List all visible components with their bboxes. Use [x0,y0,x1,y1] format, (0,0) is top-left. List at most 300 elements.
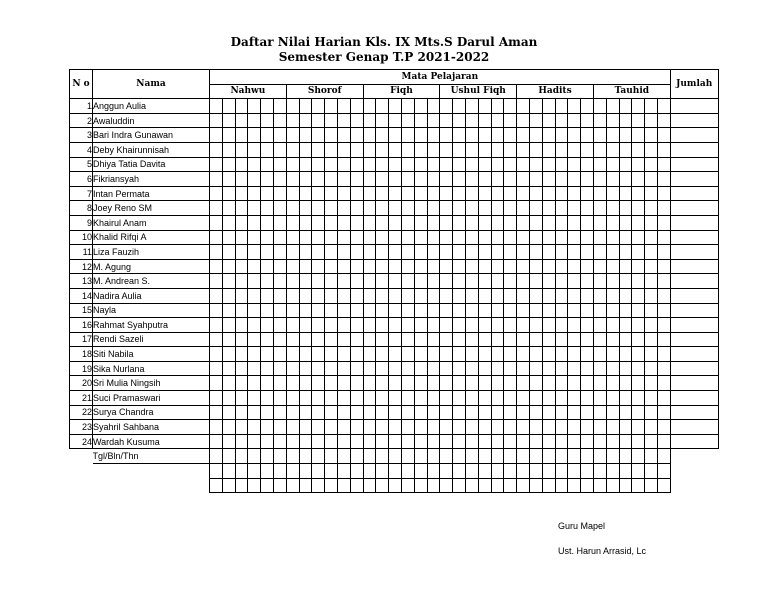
date-cell[interactable] [376,449,389,464]
date-cell[interactable] [273,449,286,464]
grade-cell[interactable] [632,113,645,128]
grade-cell[interactable] [517,405,530,420]
grade-cell[interactable] [401,259,414,274]
grade-cell[interactable] [389,186,402,201]
grade-cell[interactable] [478,201,491,216]
grade-cell[interactable] [414,230,427,245]
grade-cell[interactable] [350,332,363,347]
grade-cell[interactable] [273,303,286,318]
grade-cell[interactable] [517,376,530,391]
grade-cell[interactable] [261,332,274,347]
date-cell[interactable] [529,478,542,493]
grade-cell[interactable] [210,303,223,318]
grade-cell[interactable] [401,347,414,362]
grade-cell[interactable] [299,434,312,449]
grade-cell[interactable] [568,332,581,347]
grade-cell[interactable] [645,405,658,420]
grade-cell[interactable] [401,99,414,114]
jumlah-cell[interactable] [670,142,718,157]
date-cell[interactable] [273,478,286,493]
grade-cell[interactable] [299,142,312,157]
grade-cell[interactable] [337,405,350,420]
grade-cell[interactable] [491,303,504,318]
grade-cell[interactable] [645,347,658,362]
grade-cell[interactable] [542,259,555,274]
grade-cell[interactable] [440,347,453,362]
grade-cell[interactable] [312,186,325,201]
grade-cell[interactable] [261,142,274,157]
grade-cell[interactable] [440,434,453,449]
grade-cell[interactable] [389,215,402,230]
grade-cell[interactable] [632,274,645,289]
grade-cell[interactable] [542,405,555,420]
grade-cell[interactable] [529,318,542,333]
date-cell[interactable] [491,464,504,479]
jumlah-cell[interactable] [670,434,718,449]
grade-cell[interactable] [299,113,312,128]
grade-cell[interactable] [619,274,632,289]
grade-cell[interactable] [645,361,658,376]
grade-cell[interactable] [440,376,453,391]
grade-cell[interactable] [453,215,466,230]
grade-cell[interactable] [517,215,530,230]
grade-cell[interactable] [210,201,223,216]
date-cell[interactable] [363,464,376,479]
grade-cell[interactable] [414,361,427,376]
grade-cell[interactable] [555,361,568,376]
grade-cell[interactable] [465,201,478,216]
grade-cell[interactable] [414,288,427,303]
date-cell[interactable] [593,449,606,464]
grade-cell[interactable] [529,420,542,435]
grade-cell[interactable] [465,391,478,406]
grade-cell[interactable] [657,361,670,376]
grade-cell[interactable] [581,288,594,303]
grade-cell[interactable] [581,434,594,449]
grade-cell[interactable] [261,361,274,376]
grade-cell[interactable] [593,434,606,449]
date-cell[interactable] [325,449,338,464]
grade-cell[interactable] [542,113,555,128]
date-cell[interactable] [465,464,478,479]
date-cell[interactable] [645,449,658,464]
grade-cell[interactable] [657,172,670,187]
grade-cell[interactable] [542,142,555,157]
grade-cell[interactable] [542,288,555,303]
grade-cell[interactable] [491,405,504,420]
date-cell[interactable] [504,478,517,493]
jumlah-cell[interactable] [670,376,718,391]
grade-cell[interactable] [504,434,517,449]
date-cell[interactable] [606,478,619,493]
grade-cell[interactable] [337,361,350,376]
grade-cell[interactable] [389,376,402,391]
grade-cell[interactable] [363,259,376,274]
grade-cell[interactable] [299,245,312,260]
grade-cell[interactable] [619,405,632,420]
grade-cell[interactable] [427,245,440,260]
grade-cell[interactable] [529,142,542,157]
grade-cell[interactable] [376,172,389,187]
grade-cell[interactable] [645,157,658,172]
grade-cell[interactable] [389,420,402,435]
grade-cell[interactable] [261,186,274,201]
jumlah-cell[interactable] [670,186,718,201]
grade-cell[interactable] [504,259,517,274]
grade-cell[interactable] [581,376,594,391]
grade-cell[interactable] [504,332,517,347]
grade-cell[interactable] [273,259,286,274]
date-cell[interactable] [657,478,670,493]
grade-cell[interactable] [273,420,286,435]
grade-cell[interactable] [261,113,274,128]
grade-cell[interactable] [465,142,478,157]
grade-cell[interactable] [632,288,645,303]
grade-cell[interactable] [325,113,338,128]
grade-cell[interactable] [504,142,517,157]
grade-cell[interactable] [261,274,274,289]
grade-cell[interactable] [606,230,619,245]
grade-cell[interactable] [453,157,466,172]
grade-cell[interactable] [555,157,568,172]
grade-cell[interactable] [581,347,594,362]
grade-cell[interactable] [286,172,299,187]
grade-cell[interactable] [350,186,363,201]
grade-cell[interactable] [529,245,542,260]
date-cell[interactable] [286,449,299,464]
date-cell[interactable] [542,464,555,479]
grade-cell[interactable] [389,318,402,333]
date-cell[interactable] [542,449,555,464]
grade-cell[interactable] [568,215,581,230]
grade-cell[interactable] [210,420,223,435]
grade-cell[interactable] [273,172,286,187]
grade-cell[interactable] [504,128,517,143]
jumlah-cell[interactable] [670,361,718,376]
grade-cell[interactable] [273,274,286,289]
date-cell[interactable] [504,449,517,464]
date-cell[interactable] [261,449,274,464]
grade-cell[interactable] [376,142,389,157]
grade-cell[interactable] [337,434,350,449]
grade-cell[interactable] [619,420,632,435]
jumlah-cell[interactable] [670,303,718,318]
grade-cell[interactable] [555,230,568,245]
grade-cell[interactable] [491,391,504,406]
grade-cell[interactable] [645,186,658,201]
grade-cell[interactable] [376,186,389,201]
grade-cell[interactable] [581,259,594,274]
grade-cell[interactable] [453,303,466,318]
grade-cell[interactable] [363,245,376,260]
grade-cell[interactable] [363,128,376,143]
grade-cell[interactable] [325,420,338,435]
grade-cell[interactable] [299,303,312,318]
grade-cell[interactable] [222,128,235,143]
grade-cell[interactable] [619,332,632,347]
jumlah-cell[interactable] [670,259,718,274]
grade-cell[interactable] [491,157,504,172]
grade-cell[interactable] [312,434,325,449]
grade-cell[interactable] [555,376,568,391]
grade-cell[interactable] [645,215,658,230]
grade-cell[interactable] [210,215,223,230]
grade-cell[interactable] [325,201,338,216]
grade-cell[interactable] [210,157,223,172]
grade-cell[interactable] [312,332,325,347]
grade-cell[interactable] [389,99,402,114]
grade-cell[interactable] [491,142,504,157]
grade-cell[interactable] [222,186,235,201]
grade-cell[interactable] [581,99,594,114]
grade-cell[interactable] [517,391,530,406]
grade-cell[interactable] [606,215,619,230]
grade-cell[interactable] [478,215,491,230]
grade-cell[interactable] [568,405,581,420]
grade-cell[interactable] [529,391,542,406]
grade-cell[interactable] [593,318,606,333]
date-cell[interactable] [235,449,248,464]
grade-cell[interactable] [222,99,235,114]
grade-cell[interactable] [593,391,606,406]
grade-cell[interactable] [504,405,517,420]
date-cell[interactable] [453,478,466,493]
jumlah-cell[interactable] [670,113,718,128]
grade-cell[interactable] [478,274,491,289]
grade-cell[interactable] [555,215,568,230]
grade-cell[interactable] [465,376,478,391]
grade-cell[interactable] [491,318,504,333]
grade-cell[interactable] [504,245,517,260]
grade-cell[interactable] [581,201,594,216]
grade-cell[interactable] [261,391,274,406]
grade-cell[interactable] [555,288,568,303]
grade-cell[interactable] [453,186,466,201]
grade-cell[interactable] [414,201,427,216]
grade-cell[interactable] [581,303,594,318]
grade-cell[interactable] [273,376,286,391]
grade-cell[interactable] [312,215,325,230]
grade-cell[interactable] [593,201,606,216]
grade-cell[interactable] [517,186,530,201]
grade-cell[interactable] [389,172,402,187]
grade-cell[interactable] [440,391,453,406]
grade-cell[interactable] [427,157,440,172]
grade-cell[interactable] [286,274,299,289]
grade-cell[interactable] [363,215,376,230]
grade-cell[interactable] [465,288,478,303]
date-cell[interactable] [517,449,530,464]
grade-cell[interactable] [657,215,670,230]
grade-cell[interactable] [350,318,363,333]
grade-cell[interactable] [235,157,248,172]
grade-cell[interactable] [478,288,491,303]
grade-cell[interactable] [440,113,453,128]
grade-cell[interactable] [632,99,645,114]
grade-cell[interactable] [210,99,223,114]
grade-cell[interactable] [465,172,478,187]
date-cell[interactable] [465,478,478,493]
grade-cell[interactable] [337,113,350,128]
grade-cell[interactable] [568,420,581,435]
grade-cell[interactable] [299,347,312,362]
grade-cell[interactable] [235,405,248,420]
grade-cell[interactable] [619,113,632,128]
grade-cell[interactable] [286,215,299,230]
grade-cell[interactable] [453,245,466,260]
grade-cell[interactable] [619,215,632,230]
grade-cell[interactable] [286,288,299,303]
grade-cell[interactable] [286,157,299,172]
grade-cell[interactable] [248,215,261,230]
grade-cell[interactable] [427,405,440,420]
grade-cell[interactable] [325,259,338,274]
grade-cell[interactable] [261,99,274,114]
grade-cell[interactable] [440,99,453,114]
grade-cell[interactable] [325,391,338,406]
grade-cell[interactable] [504,303,517,318]
grade-cell[interactable] [273,318,286,333]
grade-cell[interactable] [478,172,491,187]
grade-cell[interactable] [606,142,619,157]
grade-cell[interactable] [555,347,568,362]
grade-cell[interactable] [401,245,414,260]
grade-cell[interactable] [299,128,312,143]
grade-cell[interactable] [619,142,632,157]
grade-cell[interactable] [453,347,466,362]
grade-cell[interactable] [465,215,478,230]
grade-cell[interactable] [376,420,389,435]
grade-cell[interactable] [325,230,338,245]
date-cell[interactable] [606,449,619,464]
grade-cell[interactable] [632,361,645,376]
grade-cell[interactable] [235,303,248,318]
grade-cell[interactable] [555,245,568,260]
grade-cell[interactable] [299,215,312,230]
grade-cell[interactable] [504,215,517,230]
grade-cell[interactable] [555,259,568,274]
grade-cell[interactable] [248,172,261,187]
date-cell[interactable] [248,464,261,479]
date-cell[interactable] [286,478,299,493]
grade-cell[interactable] [389,347,402,362]
grade-cell[interactable] [286,347,299,362]
grade-cell[interactable] [632,391,645,406]
grade-cell[interactable] [529,201,542,216]
date-cell[interactable] [299,464,312,479]
grade-cell[interactable] [235,318,248,333]
grade-cell[interactable] [222,201,235,216]
grade-cell[interactable] [504,186,517,201]
grade-cell[interactable] [376,128,389,143]
date-cell[interactable] [312,464,325,479]
grade-cell[interactable] [606,157,619,172]
grade-cell[interactable] [568,113,581,128]
date-cell[interactable] [517,478,530,493]
date-cell[interactable] [401,449,414,464]
grade-cell[interactable] [440,274,453,289]
grade-cell[interactable] [337,347,350,362]
grade-cell[interactable] [657,274,670,289]
grade-cell[interactable] [248,420,261,435]
grade-cell[interactable] [619,303,632,318]
grade-cell[interactable] [619,186,632,201]
grade-cell[interactable] [568,318,581,333]
grade-cell[interactable] [222,434,235,449]
grade-cell[interactable] [645,113,658,128]
grade-cell[interactable] [299,274,312,289]
jumlah-cell[interactable] [670,274,718,289]
grade-cell[interactable] [286,201,299,216]
grade-cell[interactable] [657,376,670,391]
grade-cell[interactable] [555,113,568,128]
grade-cell[interactable] [337,172,350,187]
grade-cell[interactable] [517,303,530,318]
grade-cell[interactable] [529,172,542,187]
grade-cell[interactable] [542,434,555,449]
grade-cell[interactable] [632,215,645,230]
grade-cell[interactable] [593,215,606,230]
grade-cell[interactable] [568,99,581,114]
grade-cell[interactable] [401,361,414,376]
grade-cell[interactable] [478,405,491,420]
grade-cell[interactable] [491,332,504,347]
jumlah-cell[interactable] [670,245,718,260]
grade-cell[interactable] [222,361,235,376]
grade-cell[interactable] [453,128,466,143]
grade-cell[interactable] [389,128,402,143]
grade-cell[interactable] [606,172,619,187]
grade-cell[interactable] [312,128,325,143]
grade-cell[interactable] [542,99,555,114]
grade-cell[interactable] [210,332,223,347]
grade-cell[interactable] [325,332,338,347]
grade-cell[interactable] [337,420,350,435]
grade-cell[interactable] [299,376,312,391]
grade-cell[interactable] [491,347,504,362]
grade-cell[interactable] [261,318,274,333]
grade-cell[interactable] [376,245,389,260]
grade-cell[interactable] [657,347,670,362]
grade-cell[interactable] [440,201,453,216]
grade-cell[interactable] [517,230,530,245]
grade-cell[interactable] [581,128,594,143]
grade-cell[interactable] [414,113,427,128]
date-cell[interactable] [235,464,248,479]
grade-cell[interactable] [465,99,478,114]
grade-cell[interactable] [376,99,389,114]
grade-cell[interactable] [414,303,427,318]
grade-cell[interactable] [529,332,542,347]
grade-cell[interactable] [427,318,440,333]
grade-cell[interactable] [581,113,594,128]
grade-cell[interactable] [350,142,363,157]
grade-cell[interactable] [261,201,274,216]
grade-cell[interactable] [517,318,530,333]
grade-cell[interactable] [593,376,606,391]
grade-cell[interactable] [478,245,491,260]
grade-cell[interactable] [657,230,670,245]
grade-cell[interactable] [568,172,581,187]
grade-cell[interactable] [606,347,619,362]
grade-cell[interactable] [286,405,299,420]
grade-cell[interactable] [235,288,248,303]
grade-cell[interactable] [478,142,491,157]
grade-cell[interactable] [273,230,286,245]
date-cell[interactable] [619,478,632,493]
date-cell[interactable] [632,464,645,479]
grade-cell[interactable] [312,99,325,114]
